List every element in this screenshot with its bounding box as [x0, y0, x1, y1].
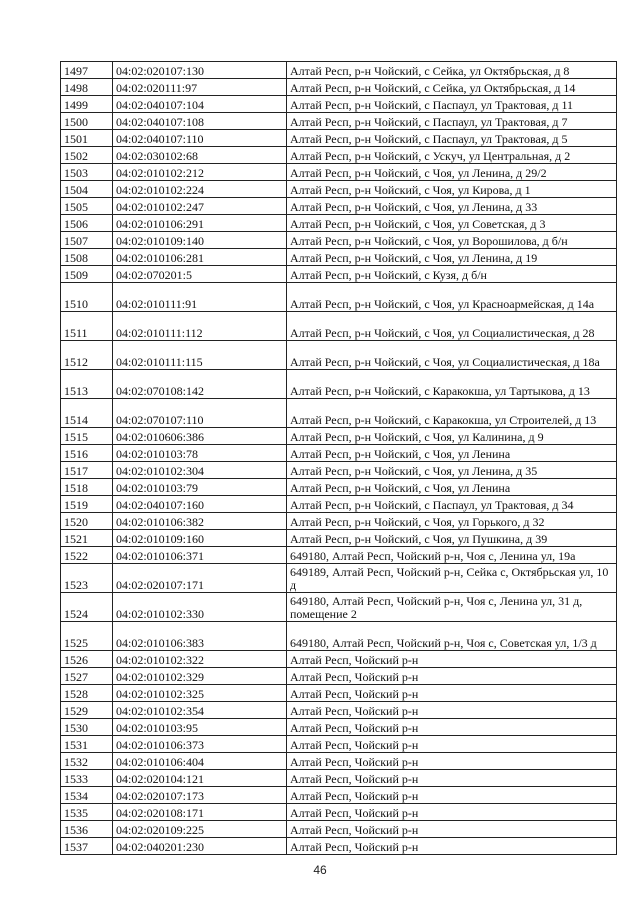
table-row [61, 113, 617, 130]
row-number-cell: 1512 [61, 341, 113, 370]
address-cell: Алтай Респ, р-н Чойский, с Ускуч, ул Центральная, д 2 [287, 147, 617, 164]
address-cell: Алтай Респ, р-н Чойский, с Чоя, ул Ворошилова, д б/н [287, 232, 617, 249]
row-number-cell: 1535 [61, 804, 113, 821]
row-number-cell: 1522 [61, 547, 113, 564]
table-row [61, 130, 617, 147]
table-row [61, 593, 617, 622]
address-cell: Алтай Респ, р-н Чойский, с Чоя, ул Кирова, д 1 [287, 181, 617, 198]
address-cell: Алтай Респ, Чойский р-н [287, 736, 617, 753]
address-cell: Алтай Респ, р-н Чойский, с Паспаул, ул Трактовая, д 5 [287, 130, 617, 147]
row-number-cell: 1518 [61, 479, 113, 496]
cadastral-number-cell: 04:02:010102:330 [113, 593, 287, 622]
address-cell: Алтай Респ, р-н Чойский, с Паспаул, ул Трактовая, д 7 [287, 113, 617, 130]
cadastral-number-cell: 04:02:070107:110 [113, 399, 287, 428]
table-row [61, 736, 617, 753]
row-number-cell: 1497 [61, 62, 113, 79]
address-cell: Алтай Респ, Чойский р-н [287, 685, 617, 702]
cadastral-number-cell: 04:02:040201:230 [113, 838, 287, 855]
table-row [61, 770, 617, 787]
property-table-body [61, 62, 617, 855]
row-number-cell: 1501 [61, 130, 113, 147]
table-row [61, 232, 617, 249]
row-number-cell: 1534 [61, 787, 113, 804]
table-row [61, 399, 617, 428]
table-row [61, 164, 617, 181]
table-row [61, 821, 617, 838]
address-cell: Алтай Респ, р-н Чойский, с Чоя, ул Социалистическая, д 18а [287, 341, 617, 370]
table-row [61, 668, 617, 685]
row-number-cell: 1520 [61, 513, 113, 530]
address-cell: Алтай Респ, Чойский р-н [287, 753, 617, 770]
row-number-cell: 1508 [61, 249, 113, 266]
cadastral-number-cell: 04:02:010106:404 [113, 753, 287, 770]
cadastral-number-cell: 04:02:010102:224 [113, 181, 287, 198]
row-number-cell: 1511 [61, 312, 113, 341]
address-cell: Алтай Респ, Чойский р-н [287, 719, 617, 736]
row-number-cell: 1526 [61, 651, 113, 668]
cadastral-number-cell: 04:02:010103:79 [113, 479, 287, 496]
address-cell: Алтай Респ, р-н Чойский, с Чоя, ул Калинина, д 9 [287, 428, 617, 445]
cadastral-number-cell: 04:02:010102:247 [113, 198, 287, 215]
address-cell: Алтай Респ, Чойский р-н [287, 821, 617, 838]
cadastral-number-cell: 04:02:010106:291 [113, 215, 287, 232]
table-row [61, 283, 617, 312]
address-cell: 649180, Алтай Респ, Чойский р-н, Чоя с, Советская ул, 1/3 д [287, 622, 617, 651]
table-row [61, 428, 617, 445]
cadastral-number-cell: 04:02:010111:112 [113, 312, 287, 341]
address-cell: Алтай Респ, р-н Чойский, с Чоя, ул Ленина [287, 445, 617, 462]
address-cell: Алтай Респ, р-н Чойский, с Чоя, ул Ленина, д 33 [287, 198, 617, 215]
address-cell: Алтай Респ, р-н Чойский, с Чоя, ул Пушкина, д 39 [287, 530, 617, 547]
address-cell: Алтай Респ, Чойский р-н [287, 770, 617, 787]
table-row [61, 266, 617, 283]
cadastral-number-cell: 04:02:040107:108 [113, 113, 287, 130]
table-row [61, 445, 617, 462]
row-number-cell: 1537 [61, 838, 113, 855]
table-row [61, 312, 617, 341]
table-row [61, 496, 617, 513]
cadastral-number-cell: 04:02:020104:121 [113, 770, 287, 787]
cadastral-number-cell: 04:02:010109:140 [113, 232, 287, 249]
address-cell: Алтай Респ, р-н Чойский, с Каракокша, ул Тартыкова, д 13 [287, 370, 617, 399]
row-number-cell: 1517 [61, 462, 113, 479]
address-cell: 649180, Алтай Респ, Чойский р-н, Чоя с, Ленина ул, 19а [287, 547, 617, 564]
cadastral-number-cell: 04:02:010103:95 [113, 719, 287, 736]
table-row [61, 181, 617, 198]
address-cell: Алтай Респ, р-н Чойский, с Чоя, ул Ленина, д 19 [287, 249, 617, 266]
cadastral-number-cell: 04:02:030102:68 [113, 147, 287, 164]
table-row [61, 370, 617, 399]
cadastral-number-cell: 04:02:010111:91 [113, 283, 287, 312]
row-number-cell: 1503 [61, 164, 113, 181]
row-number-cell: 1523 [61, 564, 113, 593]
cadastral-number-cell: 04:02:010109:160 [113, 530, 287, 547]
cadastral-number-cell: 04:02:010102:329 [113, 668, 287, 685]
cadastral-number-cell: 04:02:020107:130 [113, 62, 287, 79]
table-row [61, 787, 617, 804]
address-cell: Алтай Респ, р-н Чойский, с Чоя, ул Горького, д 32 [287, 513, 617, 530]
cadastral-number-cell: 04:02:010102:212 [113, 164, 287, 181]
row-number-cell: 1515 [61, 428, 113, 445]
cadastral-number-cell: 04:02:010102:325 [113, 685, 287, 702]
row-number-cell: 1528 [61, 685, 113, 702]
row-number-cell: 1533 [61, 770, 113, 787]
property-table [60, 61, 617, 855]
cadastral-number-cell: 04:02:010106:383 [113, 622, 287, 651]
address-cell: Алтай Респ, р-н Чойский, с Сейка, ул Октябрьская, д 14 [287, 79, 617, 96]
table-row [61, 838, 617, 855]
table-row [61, 341, 617, 370]
address-cell: Алтай Респ, р-н Чойский, с Кузя, д б/н [287, 266, 617, 283]
table-row [61, 479, 617, 496]
row-number-cell: 1516 [61, 445, 113, 462]
table-row [61, 249, 617, 266]
table-row [61, 530, 617, 547]
cadastral-number-cell: 04:02:040107:110 [113, 130, 287, 147]
row-number-cell: 1504 [61, 181, 113, 198]
row-number-cell: 1509 [61, 266, 113, 283]
row-number-cell: 1521 [61, 530, 113, 547]
table-row [61, 547, 617, 564]
address-cell: Алтай Респ, р-н Чойский, с Чоя, ул Советская, д 3 [287, 215, 617, 232]
row-number-cell: 1530 [61, 719, 113, 736]
address-cell: Алтай Респ, р-н Чойский, с Чоя, ул Ленина, д 29/2 [287, 164, 617, 181]
row-number-cell: 1506 [61, 215, 113, 232]
table-row [61, 685, 617, 702]
address-cell: Алтай Респ, Чойский р-н [287, 668, 617, 685]
table-row [61, 147, 617, 164]
row-number-cell: 1498 [61, 79, 113, 96]
row-number-cell: 1532 [61, 753, 113, 770]
row-number-cell: 1527 [61, 668, 113, 685]
row-number-cell: 1500 [61, 113, 113, 130]
address-cell: Алтай Респ, р-н Чойский, с Сейка, ул Октябрьская, д 8 [287, 62, 617, 79]
cadastral-number-cell: 04:02:070201:5 [113, 266, 287, 283]
table-row [61, 804, 617, 821]
table-row [61, 651, 617, 668]
table-row [61, 702, 617, 719]
cadastral-number-cell: 04:02:010102:304 [113, 462, 287, 479]
table-row [61, 719, 617, 736]
row-number-cell: 1499 [61, 96, 113, 113]
address-cell: Алтай Респ, р-н Чойский, с Чоя, ул Социалистическая, д 28 [287, 312, 617, 341]
row-number-cell: 1519 [61, 496, 113, 513]
cadastral-number-cell: 04:02:010106:371 [113, 547, 287, 564]
cadastral-number-cell: 04:02:010106:382 [113, 513, 287, 530]
address-cell: Алтай Респ, р-н Чойский, с Чоя, ул Ленина [287, 479, 617, 496]
address-cell: Алтай Респ, Чойский р-н [287, 804, 617, 821]
address-cell: Алтай Респ, Чойский р-н [287, 702, 617, 719]
address-cell: 649189, Алтай Респ, Чойский р-н, Сейка с, Октябрьская ул, 10 д [287, 564, 617, 593]
row-number-cell: 1502 [61, 147, 113, 164]
cadastral-number-cell: 04:02:010111:115 [113, 341, 287, 370]
cadastral-number-cell: 04:02:020109:225 [113, 821, 287, 838]
cadastral-number-cell: 04:02:010106:373 [113, 736, 287, 753]
cadastral-number-cell: 04:02:070108:142 [113, 370, 287, 399]
table-row [61, 79, 617, 96]
row-number-cell: 1505 [61, 198, 113, 215]
row-number-cell: 1529 [61, 702, 113, 719]
address-cell: Алтай Респ, р-н Чойский, с Чоя, ул Ленина, д 35 [287, 462, 617, 479]
cadastral-number-cell: 04:02:010606:386 [113, 428, 287, 445]
cadastral-number-cell: 04:02:010102:322 [113, 651, 287, 668]
row-number-cell: 1536 [61, 821, 113, 838]
row-number-cell: 1507 [61, 232, 113, 249]
row-number-cell: 1531 [61, 736, 113, 753]
page-number: 46 [313, 863, 327, 877]
cadastral-number-cell: 04:02:020107:173 [113, 787, 287, 804]
address-cell: Алтай Респ, р-н Чойский, с Паспаул, ул Трактовая, д 34 [287, 496, 617, 513]
address-cell: Алтай Респ, р-н Чойский, с Каракокша, ул Строителей, д 13 [287, 399, 617, 428]
cadastral-number-cell: 04:02:010106:281 [113, 249, 287, 266]
cadastral-number-cell: 04:02:040107:104 [113, 96, 287, 113]
table-row [61, 198, 617, 215]
cadastral-number-cell: 04:02:010103:78 [113, 445, 287, 462]
table-row [61, 62, 617, 79]
cadastral-number-cell: 04:02:020111:97 [113, 79, 287, 96]
row-number-cell: 1524 [61, 593, 113, 622]
address-cell: Алтай Респ, Чойский р-н [287, 838, 617, 855]
table-row [61, 215, 617, 232]
row-number-cell: 1525 [61, 622, 113, 651]
table-row [61, 622, 617, 651]
address-cell: Алтай Респ, р-н Чойский, с Чоя, ул Красноармейская, д 14а [287, 283, 617, 312]
row-number-cell: 1510 [61, 283, 113, 312]
row-number-cell: 1514 [61, 399, 113, 428]
table-row [61, 462, 617, 479]
cadastral-number-cell: 04:02:040107:160 [113, 496, 287, 513]
cadastral-number-cell: 04:02:020108:171 [113, 804, 287, 821]
table-row [61, 96, 617, 113]
table-row [61, 564, 617, 593]
table-row [61, 513, 617, 530]
address-cell: Алтай Респ, Чойский р-н [287, 787, 617, 804]
cadastral-number-cell: 04:02:010102:354 [113, 702, 287, 719]
table-row [61, 753, 617, 770]
cadastral-number-cell: 04:02:020107:171 [113, 564, 287, 593]
address-cell: Алтай Респ, р-н Чойский, с Паспаул, ул Трактовая, д 11 [287, 96, 617, 113]
address-cell: 649180, Алтай Респ, Чойский р-н, Чоя с, Ленина ул, 31 д, помещение 2 [287, 593, 617, 622]
address-cell: Алтай Респ, Чойский р-н [287, 651, 617, 668]
row-number-cell: 1513 [61, 370, 113, 399]
